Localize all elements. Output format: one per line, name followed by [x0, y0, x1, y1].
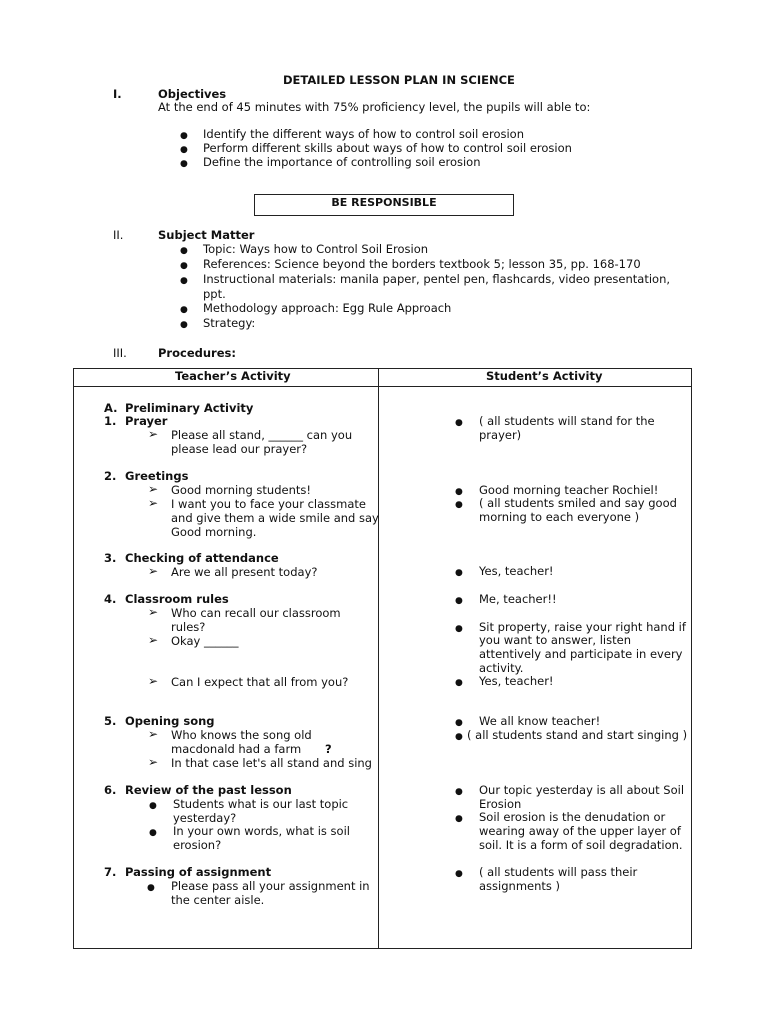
arrow-bullet-icon: ➢	[148, 674, 159, 688]
page-title: DETAILED LESSON PLAN IN SCIENCE	[283, 73, 515, 87]
teacher-line: macdonald had a farm	[171, 742, 302, 756]
subject-item-continued: ppt.	[203, 287, 226, 301]
student-line: attentively and participate in every	[479, 647, 683, 661]
section-marker: A.	[104, 401, 118, 415]
step-number: 1.	[104, 414, 117, 428]
bullet-icon: ●	[180, 246, 188, 256]
bullet-icon: ●	[455, 869, 463, 879]
objectives-heading: Objectives	[158, 87, 227, 101]
student-line: Yes, teacher!	[479, 564, 554, 578]
bullet-icon: ●	[180, 305, 188, 315]
arrow-bullet-icon: ➢	[148, 482, 159, 496]
teacher-line: In that case let's all stand and sing	[171, 756, 372, 770]
teacher-column-header: Teacher’s Activity	[175, 369, 291, 383]
teacher-line: yesterday?	[173, 811, 237, 825]
teacher-line: please lead our prayer?	[171, 442, 308, 456]
bullet-icon: ●	[455, 787, 463, 797]
teacher-line: I want you to face your classmate	[171, 497, 366, 511]
student-column-header: Student’s Activity	[486, 369, 603, 383]
teacher-line: Who can recall our classroom	[171, 606, 341, 620]
step-number: 5.	[104, 714, 117, 728]
step-label: Review of the past lesson	[125, 783, 292, 797]
student-line: ( all students will pass their	[479, 865, 638, 879]
teacher-line: In your own words, what is soil	[173, 824, 350, 838]
student-line: ( all students smiled and say good	[479, 496, 677, 510]
step-number: 6.	[104, 783, 117, 797]
step-label: Checking of attendance	[125, 551, 279, 565]
arrow-bullet-icon: ➢	[148, 633, 159, 647]
student-line: soil. It is a form of soil degradation.	[479, 838, 683, 852]
arrow-bullet-icon: ➢	[148, 564, 159, 578]
student-line: assignments )	[479, 879, 561, 893]
section-label: Preliminary Activity	[125, 401, 254, 415]
teacher-line: Okay ______	[171, 634, 239, 648]
bullet-icon: ●	[455, 596, 463, 606]
bullet-icon: ●	[180, 145, 188, 155]
bullet-icon: ●	[455, 624, 463, 634]
bullet-icon: ●	[455, 718, 463, 728]
student-line: prayer)	[479, 428, 522, 442]
subject-numeral: II.	[113, 228, 124, 242]
procedures-heading: Procedures:	[158, 346, 236, 360]
student-line: wearing away of the upper layer of	[479, 824, 681, 838]
subject-item: Topic: Ways how to Control Soil Erosion	[203, 242, 429, 256]
bullet-icon: ●	[180, 276, 188, 286]
bullet-icon: ●	[180, 261, 188, 271]
student-line: Our topic yesterday is all about Soil	[479, 783, 685, 797]
arrow-bullet-icon: ➢	[148, 755, 159, 769]
subject-item: References: Science beyond the borders textbook 5; lesson 35, pp. 168-170	[203, 257, 641, 271]
bullet-icon: ●	[149, 828, 157, 838]
bullet-icon: ●	[455, 487, 463, 497]
arrow-bullet-icon: ➢	[148, 605, 159, 619]
step-number: 2.	[104, 469, 117, 483]
bullet-icon: ●	[455, 814, 463, 824]
student-line: activity.	[479, 661, 524, 675]
step-label: Opening song	[125, 714, 215, 728]
bullet-icon: ●	[180, 131, 188, 141]
teacher-line: the center aisle.	[171, 893, 265, 907]
teacher-line: Please pass all your assignment in	[171, 879, 370, 893]
student-line: We all know teacher!	[479, 714, 601, 728]
teacher-line: rules?	[171, 620, 206, 634]
bullet-icon: ●	[455, 568, 463, 578]
subject-item: Strategy:	[203, 316, 256, 330]
student-line: Sit property, raise your right hand if	[479, 620, 686, 634]
table-column-divider	[378, 368, 379, 949]
arrow-bullet-icon: ➢	[148, 727, 159, 741]
step-number: 3.	[104, 551, 117, 565]
bullet-icon: ●	[147, 883, 155, 893]
step-number: 4.	[104, 592, 117, 606]
subject-item: Methodology approach: Egg Rule Approach	[203, 301, 452, 315]
objectives-numeral: I.	[113, 87, 122, 101]
step-label: Greetings	[125, 469, 189, 483]
arrow-bullet-icon: ➢	[148, 427, 159, 441]
objective-item: Perform different skills about ways of how to control soil erosion	[203, 141, 572, 155]
bullet-icon: ●	[180, 320, 188, 330]
step-label: Prayer	[125, 414, 168, 428]
step-label: Classroom rules	[125, 592, 229, 606]
teacher-line: Please all stand, ______ can you	[171, 428, 353, 442]
student-line: you want to answer, listen	[479, 633, 631, 647]
teacher-line: Who knows the song old	[171, 728, 312, 742]
teacher-line: and give them a wide smile and say	[171, 511, 379, 525]
step-label: Passing of assignment	[125, 865, 272, 879]
student-line: Good morning teacher Rochiel!	[479, 483, 659, 497]
step-number: 7.	[104, 865, 117, 879]
bullet-icon: ●	[180, 159, 188, 169]
bullet-icon: ●	[455, 500, 463, 510]
student-line: Soil erosion is the denudation or	[479, 810, 666, 824]
procedures-numeral: III.	[113, 346, 127, 360]
teacher-line: erosion?	[173, 838, 222, 852]
teacher-line: Can I expect that all from you?	[171, 675, 349, 689]
teacher-line: Good morning students!	[171, 483, 311, 497]
student-line: Me, teacher!!	[479, 592, 557, 606]
arrow-bullet-icon: ➢	[148, 496, 159, 510]
student-line: Erosion	[479, 797, 522, 811]
student-line: ( all students will stand for the	[479, 414, 655, 428]
objectives-intro: At the end of 45 minutes with 75% proficiency level, the pupils will able to:	[158, 100, 591, 114]
bullet-icon: ●	[455, 732, 463, 742]
student-line: Yes, teacher!	[479, 674, 554, 688]
bullet-icon: ●	[455, 678, 463, 688]
table-header-divider	[73, 386, 692, 387]
teacher-line: Good morning.	[171, 525, 257, 539]
subject-item: Instructional materials: manila paper, pentel pen, flashcards, video presentation,	[203, 272, 671, 286]
bullet-icon: ●	[455, 418, 463, 428]
teacher-line: Are we all present today?	[171, 565, 318, 579]
teacher-line-mark: ?	[325, 742, 332, 756]
teacher-line: Students what is our last topic	[173, 797, 349, 811]
subject-heading: Subject Matter	[158, 228, 255, 242]
objective-item: Define the importance of controlling soil erosion	[203, 155, 481, 169]
student-line: morning to each everyone )	[479, 510, 640, 524]
objective-item: Identify the different ways of how to control soil erosion	[203, 127, 525, 141]
bullet-icon: ●	[149, 801, 157, 811]
value-box: BE RESPONSIBLE	[254, 194, 514, 216]
student-line: ( all students stand and start singing )	[467, 728, 688, 742]
